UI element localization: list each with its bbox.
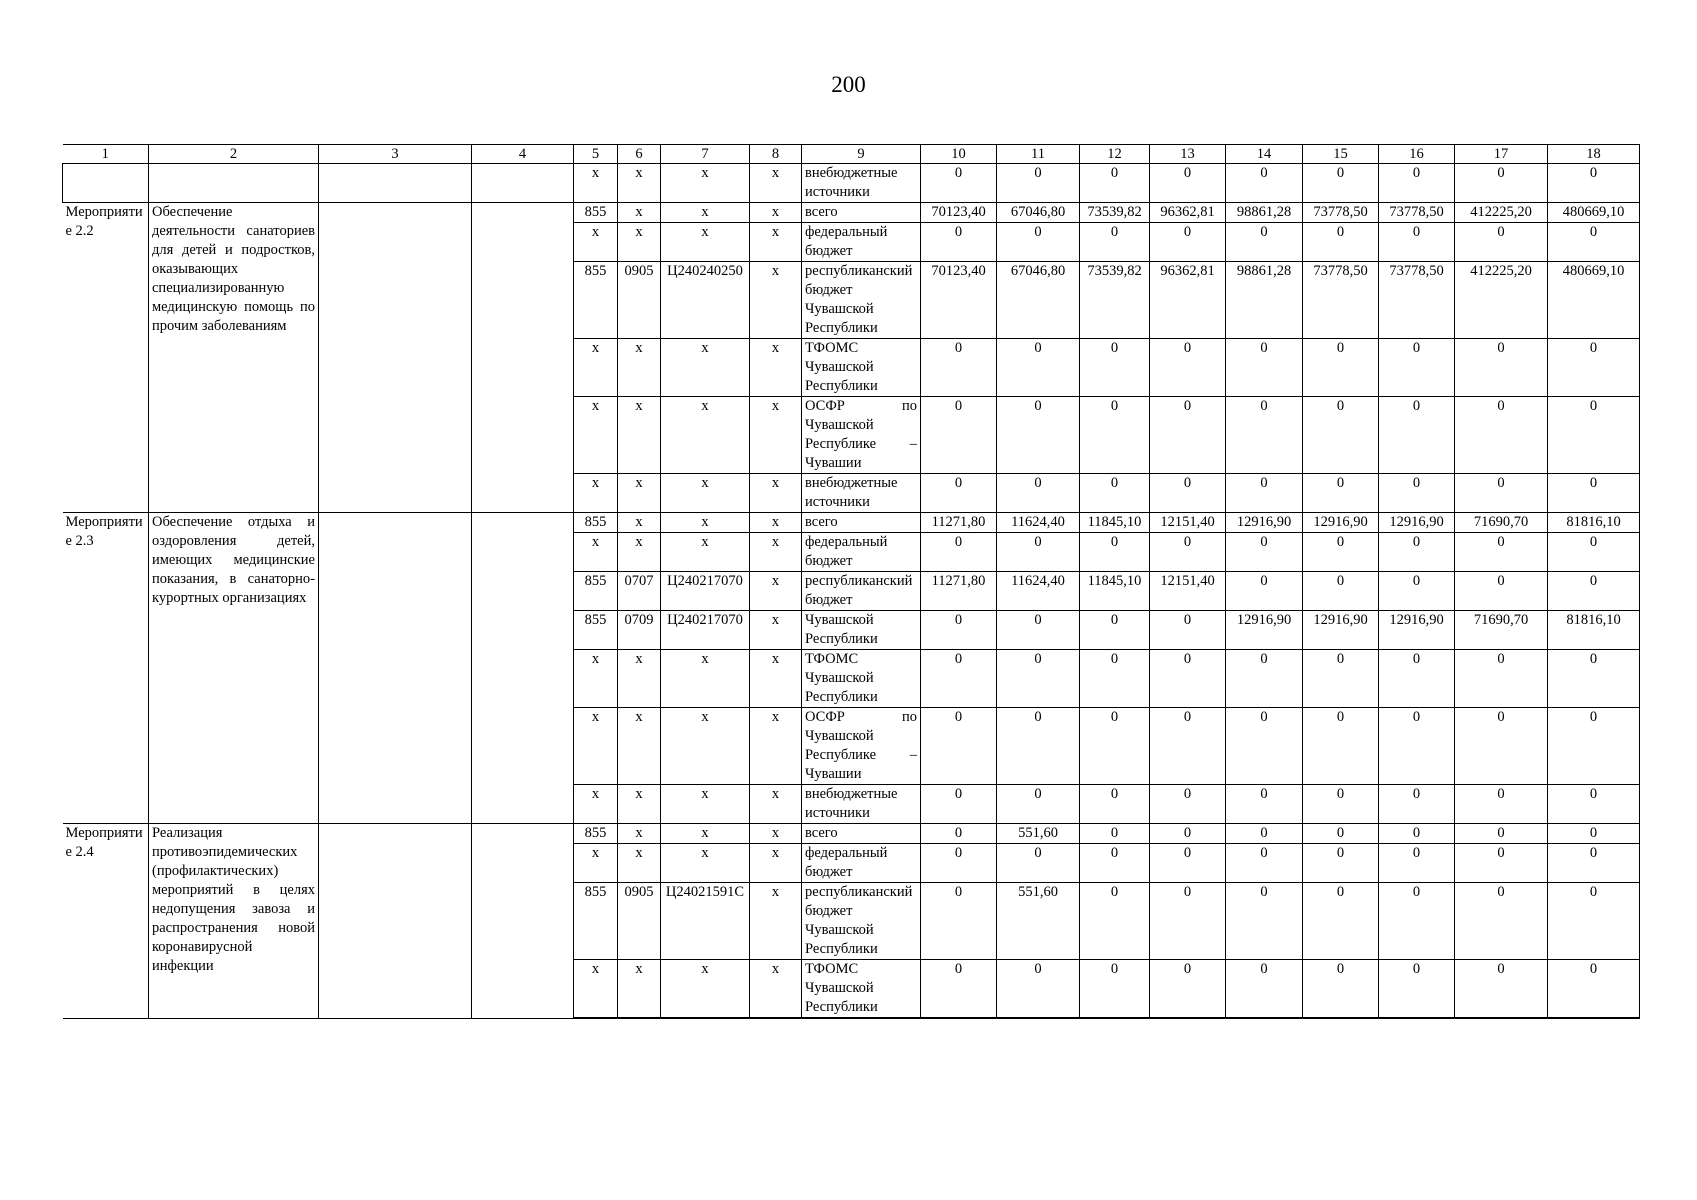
data-cell: 0 bbox=[1226, 883, 1303, 960]
data-cell: 0 bbox=[1379, 650, 1455, 708]
data-cell: 12151,40 bbox=[1150, 513, 1226, 533]
data-cell: 73778,50 bbox=[1303, 203, 1379, 223]
data-cell: 0 bbox=[1303, 572, 1379, 611]
empty-cell bbox=[319, 513, 472, 824]
data-cell: 0 bbox=[1080, 339, 1150, 397]
data-cell: 0 bbox=[1226, 708, 1303, 785]
data-cell: 0 bbox=[1080, 960, 1150, 1019]
data-cell: 0 bbox=[1150, 611, 1226, 650]
data-cell: 0 bbox=[1548, 474, 1640, 513]
data-cell: x bbox=[574, 785, 618, 824]
data-cell: 0 bbox=[1379, 883, 1455, 960]
data-cell: x bbox=[618, 513, 661, 533]
data-cell: 0 bbox=[1150, 533, 1226, 572]
data-cell: 0 bbox=[1455, 824, 1548, 844]
data-cell: x bbox=[618, 785, 661, 824]
data-cell: x bbox=[618, 708, 661, 785]
funding-source-cell: всего bbox=[802, 824, 921, 844]
header-row bbox=[63, 145, 1640, 164]
data-cell: 11845,10 bbox=[1080, 572, 1150, 611]
data-cell: 0 bbox=[1379, 785, 1455, 824]
column-header: 10 bbox=[921, 145, 997, 164]
data-cell: 0 bbox=[1150, 164, 1226, 203]
empty-cell bbox=[149, 164, 319, 203]
page-number: 200 bbox=[831, 72, 866, 97]
funding-source-cell: внебюджетные источники bbox=[802, 474, 921, 513]
data-cell: 0 bbox=[921, 474, 997, 513]
data-cell: 0 bbox=[1226, 339, 1303, 397]
data-cell: 0 bbox=[1379, 474, 1455, 513]
funding-source-cell: внебюджетные источники bbox=[802, 164, 921, 203]
data-cell: x bbox=[618, 397, 661, 474]
data-cell: 0 bbox=[921, 611, 997, 650]
data-cell: 0 bbox=[1303, 397, 1379, 474]
data-cell: Ц240217070 bbox=[661, 611, 750, 650]
data-cell: 0 bbox=[1226, 572, 1303, 611]
data-cell: x bbox=[574, 223, 618, 262]
table-row bbox=[63, 513, 1640, 533]
data-cell: 96362,81 bbox=[1150, 262, 1226, 339]
data-cell: 0 bbox=[921, 844, 997, 883]
data-cell: 0 bbox=[997, 474, 1080, 513]
data-cell: 0 bbox=[1080, 611, 1150, 650]
data-cell: 12916,90 bbox=[1303, 513, 1379, 533]
data-cell: 0 bbox=[921, 785, 997, 824]
data-cell: 11624,40 bbox=[997, 572, 1080, 611]
data-cell: Ц240217070 bbox=[661, 572, 750, 611]
data-cell: 0 bbox=[921, 883, 997, 960]
data-cell: 0 bbox=[1080, 533, 1150, 572]
column-header: 5 bbox=[574, 145, 618, 164]
data-cell: 0 bbox=[1080, 164, 1150, 203]
data-cell: 0 bbox=[921, 650, 997, 708]
data-cell: x bbox=[574, 474, 618, 513]
empty-cell bbox=[472, 203, 574, 513]
table-row bbox=[63, 203, 1640, 223]
data-cell: 480669,10 bbox=[1548, 262, 1640, 339]
data-cell: x bbox=[574, 533, 618, 572]
empty-cell bbox=[319, 824, 472, 1019]
data-cell: 0 bbox=[1379, 708, 1455, 785]
data-cell: 0 bbox=[1226, 960, 1303, 1019]
data-cell: 71690,70 bbox=[1455, 611, 1548, 650]
data-cell: x bbox=[661, 650, 750, 708]
data-cell: x bbox=[618, 223, 661, 262]
data-cell: x bbox=[750, 572, 802, 611]
data-cell: Ц240240250 bbox=[661, 262, 750, 339]
empty-cell bbox=[319, 164, 472, 203]
data-cell: 0 bbox=[1303, 164, 1379, 203]
data-cell: 0 bbox=[997, 650, 1080, 708]
data-cell: x bbox=[618, 164, 661, 203]
data-cell: 12916,90 bbox=[1303, 611, 1379, 650]
data-cell: 0 bbox=[1548, 883, 1640, 960]
funding-source-cell: ТФОМС Чувашской Республики bbox=[802, 339, 921, 397]
data-cell: 0 bbox=[1080, 650, 1150, 708]
funding-source-cell: Чувашской Республики bbox=[802, 611, 921, 650]
data-cell: 0 bbox=[1455, 883, 1548, 960]
data-cell: x bbox=[750, 785, 802, 824]
data-cell: 0 bbox=[1150, 844, 1226, 883]
data-cell: x bbox=[750, 513, 802, 533]
data-cell: 73778,50 bbox=[1303, 262, 1379, 339]
data-cell: 0 bbox=[921, 708, 997, 785]
data-cell: x bbox=[661, 844, 750, 883]
data-cell: 0 bbox=[1080, 883, 1150, 960]
data-cell: x bbox=[661, 223, 750, 262]
data-cell: 0 bbox=[1226, 650, 1303, 708]
data-cell: x bbox=[661, 960, 750, 1019]
data-cell: x bbox=[661, 708, 750, 785]
data-cell: x bbox=[574, 397, 618, 474]
data-cell: 81816,10 bbox=[1548, 611, 1640, 650]
data-cell: 855 bbox=[574, 824, 618, 844]
data-cell: 0 bbox=[1303, 223, 1379, 262]
data-cell: 0 bbox=[1303, 785, 1379, 824]
data-cell: x bbox=[750, 203, 802, 223]
funding-source-cell: республиканский бюджет Чувашской Республики bbox=[802, 262, 921, 339]
funding-source-cell: федеральный бюджет bbox=[802, 223, 921, 262]
data-cell: 0 bbox=[1455, 397, 1548, 474]
column-header: 7 bbox=[661, 145, 750, 164]
data-cell: 0 bbox=[1150, 223, 1226, 262]
data-cell: 0 bbox=[1150, 824, 1226, 844]
data-cell: 11624,40 bbox=[997, 513, 1080, 533]
data-cell: 0 bbox=[921, 960, 997, 1019]
data-cell: Ц24021591С bbox=[661, 883, 750, 960]
funding-source-cell: всего bbox=[802, 513, 921, 533]
data-cell: 0707 bbox=[618, 572, 661, 611]
data-cell: 855 bbox=[574, 262, 618, 339]
data-cell: 0 bbox=[1226, 844, 1303, 883]
data-cell: x bbox=[618, 474, 661, 513]
data-cell: 0 bbox=[1150, 339, 1226, 397]
data-cell: 71690,70 bbox=[1455, 513, 1548, 533]
data-cell: 0 bbox=[997, 164, 1080, 203]
data-cell: 0 bbox=[1455, 785, 1548, 824]
data-cell: 551,60 bbox=[997, 883, 1080, 960]
data-cell: 412225,20 bbox=[1455, 262, 1548, 339]
data-cell: x bbox=[618, 533, 661, 572]
data-cell: 0 bbox=[1226, 533, 1303, 572]
empty-cell bbox=[319, 203, 472, 513]
column-header: 16 bbox=[1379, 145, 1455, 164]
data-cell: 12151,40 bbox=[1150, 572, 1226, 611]
data-cell: 480669,10 bbox=[1548, 203, 1640, 223]
data-cell: x bbox=[661, 785, 750, 824]
data-cell: 0 bbox=[1455, 572, 1548, 611]
data-cell: 0 bbox=[1548, 960, 1640, 1019]
data-cell: x bbox=[574, 844, 618, 883]
data-cell: 0 bbox=[1455, 223, 1548, 262]
data-cell: 67046,80 bbox=[997, 262, 1080, 339]
data-cell: x bbox=[750, 474, 802, 513]
data-cell: x bbox=[750, 223, 802, 262]
data-cell: 0 bbox=[921, 339, 997, 397]
data-cell: 0 bbox=[1548, 785, 1640, 824]
data-cell: 73539,82 bbox=[1080, 262, 1150, 339]
data-cell: x bbox=[661, 339, 750, 397]
data-cell: 0 bbox=[1080, 708, 1150, 785]
column-header: 2 bbox=[149, 145, 319, 164]
data-cell: 12916,90 bbox=[1226, 611, 1303, 650]
data-cell: 81816,10 bbox=[1548, 513, 1640, 533]
data-cell: x bbox=[618, 650, 661, 708]
data-cell: 0 bbox=[1150, 883, 1226, 960]
data-cell: 0 bbox=[1080, 474, 1150, 513]
data-cell: 0 bbox=[1080, 223, 1150, 262]
data-cell: 0 bbox=[1548, 650, 1640, 708]
data-cell: 73539,82 bbox=[1080, 203, 1150, 223]
data-cell: 551,60 bbox=[997, 824, 1080, 844]
column-header: 13 bbox=[1150, 145, 1226, 164]
data-cell: 70123,40 bbox=[921, 262, 997, 339]
data-cell: 0 bbox=[1548, 533, 1640, 572]
data-cell: 855 bbox=[574, 572, 618, 611]
data-cell: x bbox=[574, 708, 618, 785]
data-cell: x bbox=[574, 960, 618, 1019]
measure-name: Обеспечение деятельности санаториев для детей и подростков, оказывающих специализированную медицинскую помощь по прочим заболеваниям bbox=[149, 203, 319, 513]
data-cell: 0 bbox=[997, 397, 1080, 474]
data-cell: x bbox=[661, 164, 750, 203]
funding-source-cell: ТФОМС Чувашской Республики bbox=[802, 960, 921, 1019]
data-cell: 0 bbox=[1455, 960, 1548, 1019]
data-cell: 0 bbox=[997, 223, 1080, 262]
measure-name: Реализация противоэпидемических (профилактических) мероприятий в целях недопущения завоза и распространения новой коронавирусной инфекции bbox=[149, 824, 319, 1019]
data-cell: x bbox=[574, 650, 618, 708]
data-cell: 0 bbox=[997, 533, 1080, 572]
data-cell: x bbox=[618, 203, 661, 223]
data-cell: x bbox=[661, 474, 750, 513]
data-cell: x bbox=[750, 339, 802, 397]
data-cell: x bbox=[750, 824, 802, 844]
data-cell: 0905 bbox=[618, 262, 661, 339]
empty-cell bbox=[472, 164, 574, 203]
data-cell: x bbox=[750, 164, 802, 203]
data-cell: 0 bbox=[1150, 708, 1226, 785]
table-row bbox=[63, 824, 1640, 844]
data-cell: x bbox=[750, 883, 802, 960]
data-cell: 70123,40 bbox=[921, 203, 997, 223]
data-cell: 0 bbox=[1080, 844, 1150, 883]
data-cell: x bbox=[750, 844, 802, 883]
data-cell: x bbox=[750, 397, 802, 474]
empty-cell bbox=[472, 513, 574, 824]
data-cell: x bbox=[618, 824, 661, 844]
data-cell: 0 bbox=[1150, 474, 1226, 513]
data-cell: x bbox=[661, 513, 750, 533]
column-header: 11 bbox=[997, 145, 1080, 164]
column-header: 1 bbox=[63, 145, 149, 164]
data-cell: 0 bbox=[1303, 650, 1379, 708]
data-cell: 0 bbox=[1379, 397, 1455, 474]
data-cell: 0 bbox=[1548, 223, 1640, 262]
funding-source-cell: ОСФР по Чувашской Республике – Чувашии bbox=[802, 708, 921, 785]
data-cell: 0 bbox=[997, 785, 1080, 824]
data-cell: 0 bbox=[1455, 339, 1548, 397]
data-cell: 0 bbox=[1379, 339, 1455, 397]
data-cell: 0 bbox=[1226, 164, 1303, 203]
data-cell: x bbox=[618, 844, 661, 883]
data-cell: 0 bbox=[997, 844, 1080, 883]
funding-source-cell: федеральный бюджет bbox=[802, 844, 921, 883]
data-cell: 12916,90 bbox=[1226, 513, 1303, 533]
data-cell: 0 bbox=[1080, 397, 1150, 474]
data-cell: 0905 bbox=[618, 883, 661, 960]
funding-source-cell: республиканский бюджет bbox=[802, 572, 921, 611]
table-row bbox=[63, 164, 1640, 203]
data-cell: 0 bbox=[1226, 474, 1303, 513]
data-cell: 855 bbox=[574, 513, 618, 533]
data-cell: x bbox=[618, 339, 661, 397]
data-cell: 0 bbox=[1455, 708, 1548, 785]
column-header: 9 bbox=[802, 145, 921, 164]
data-cell: 0 bbox=[1150, 397, 1226, 474]
data-cell: 0 bbox=[1080, 824, 1150, 844]
data-cell: 12916,90 bbox=[1379, 611, 1455, 650]
data-cell: x bbox=[574, 164, 618, 203]
data-cell: 0 bbox=[997, 611, 1080, 650]
data-cell: 855 bbox=[574, 883, 618, 960]
data-cell: 0 bbox=[1548, 339, 1640, 397]
data-cell: 0 bbox=[1303, 883, 1379, 960]
data-cell: 0709 bbox=[618, 611, 661, 650]
column-header: 8 bbox=[750, 145, 802, 164]
data-cell: 0 bbox=[1455, 164, 1548, 203]
data-cell: 73778,50 bbox=[1379, 203, 1455, 223]
data-cell: x bbox=[750, 650, 802, 708]
data-cell: 11845,10 bbox=[1080, 513, 1150, 533]
data-cell: 0 bbox=[1548, 397, 1640, 474]
column-header: 12 bbox=[1080, 145, 1150, 164]
data-cell: 0 bbox=[1455, 844, 1548, 883]
data-cell: 0 bbox=[997, 339, 1080, 397]
measure-label: Мероприятие 2.4 bbox=[63, 824, 149, 1019]
data-cell: 0 bbox=[1303, 844, 1379, 883]
column-header: 15 bbox=[1303, 145, 1379, 164]
data-cell: 0 bbox=[1548, 824, 1640, 844]
data-cell: 0 bbox=[1150, 785, 1226, 824]
data-cell: 0 bbox=[1455, 474, 1548, 513]
data-cell: 73778,50 bbox=[1379, 262, 1455, 339]
data-cell: 0 bbox=[1226, 785, 1303, 824]
data-cell: 0 bbox=[1379, 844, 1455, 883]
data-cell: 11271,80 bbox=[921, 572, 997, 611]
funding-source-cell: всего bbox=[802, 203, 921, 223]
column-header: 4 bbox=[472, 145, 574, 164]
data-cell: 0 bbox=[1379, 164, 1455, 203]
data-cell: 98861,28 bbox=[1226, 203, 1303, 223]
data-cell: x bbox=[750, 708, 802, 785]
data-cell: 0 bbox=[921, 824, 997, 844]
data-cell: x bbox=[661, 397, 750, 474]
data-cell: 0 bbox=[997, 708, 1080, 785]
data-cell: x bbox=[750, 533, 802, 572]
data-cell: 67046,80 bbox=[997, 203, 1080, 223]
data-cell: 0 bbox=[1080, 785, 1150, 824]
data-cell: 0 bbox=[1379, 533, 1455, 572]
data-cell: 0 bbox=[921, 223, 997, 262]
data-cell: 11271,80 bbox=[921, 513, 997, 533]
data-cell: 0 bbox=[1226, 824, 1303, 844]
data-cell: 0 bbox=[1455, 533, 1548, 572]
data-cell: 0 bbox=[921, 164, 997, 203]
data-cell: x bbox=[750, 611, 802, 650]
column-header: 6 bbox=[618, 145, 661, 164]
data-cell: 855 bbox=[574, 203, 618, 223]
funding-source-cell: ТФОМС Чувашской Республики bbox=[802, 650, 921, 708]
data-cell: 0 bbox=[1303, 960, 1379, 1019]
data-cell: x bbox=[661, 533, 750, 572]
column-header: 14 bbox=[1226, 145, 1303, 164]
data-cell: 0 bbox=[1455, 650, 1548, 708]
data-cell: 0 bbox=[1303, 708, 1379, 785]
data-cell: 0 bbox=[1226, 223, 1303, 262]
data-cell: 0 bbox=[1150, 960, 1226, 1019]
data-cell: 96362,81 bbox=[1150, 203, 1226, 223]
data-cell: 0 bbox=[1379, 572, 1455, 611]
measure-name: Обеспечение отдыха и оздоровления детей, имеющих медицинские показания, в санаторно-курортных организациях bbox=[149, 513, 319, 824]
funding-source-cell: ОСФР по Чувашской Республике – Чувашии bbox=[802, 397, 921, 474]
data-cell: 0 bbox=[1379, 960, 1455, 1019]
data-cell: x bbox=[661, 824, 750, 844]
data-cell: 98861,28 bbox=[1226, 262, 1303, 339]
data-cell: x bbox=[661, 203, 750, 223]
data-cell: 0 bbox=[1150, 650, 1226, 708]
data-cell: 0 bbox=[1303, 339, 1379, 397]
data-cell: 0 bbox=[921, 397, 997, 474]
data-cell: 0 bbox=[1548, 708, 1640, 785]
data-cell: 0 bbox=[1303, 533, 1379, 572]
measure-label: Мероприятие 2.3 bbox=[63, 513, 149, 824]
column-header: 18 bbox=[1548, 145, 1640, 164]
data-cell: 855 bbox=[574, 611, 618, 650]
data-cell: 0 bbox=[1379, 223, 1455, 262]
data-cell: 412225,20 bbox=[1455, 203, 1548, 223]
data-cell: x bbox=[618, 960, 661, 1019]
data-cell: x bbox=[574, 339, 618, 397]
data-cell: 0 bbox=[1226, 397, 1303, 474]
data-cell: 0 bbox=[1548, 572, 1640, 611]
data-cell: 0 bbox=[1548, 844, 1640, 883]
column-header: 3 bbox=[319, 145, 472, 164]
data-cell: 0 bbox=[921, 533, 997, 572]
data-cell: 0 bbox=[1379, 824, 1455, 844]
funding-source-cell: федеральный бюджет bbox=[802, 533, 921, 572]
data-cell: 12916,90 bbox=[1379, 513, 1455, 533]
funding-source-cell: республиканский бюджет Чувашской Республики bbox=[802, 883, 921, 960]
data-cell: 0 bbox=[1303, 824, 1379, 844]
empty-cell bbox=[472, 824, 574, 1019]
empty-cell bbox=[63, 164, 149, 203]
data-cell: 0 bbox=[1303, 474, 1379, 513]
data-cell: 0 bbox=[1548, 164, 1640, 203]
data-cell: x bbox=[750, 960, 802, 1019]
funding-source-cell: внебюджетные источники bbox=[802, 785, 921, 824]
column-header: 17 bbox=[1455, 145, 1548, 164]
budget-table bbox=[62, 144, 1640, 1019]
measure-label: Мероприятие 2.2 bbox=[63, 203, 149, 513]
data-cell: x bbox=[750, 262, 802, 339]
data-cell: 0 bbox=[997, 960, 1080, 1019]
